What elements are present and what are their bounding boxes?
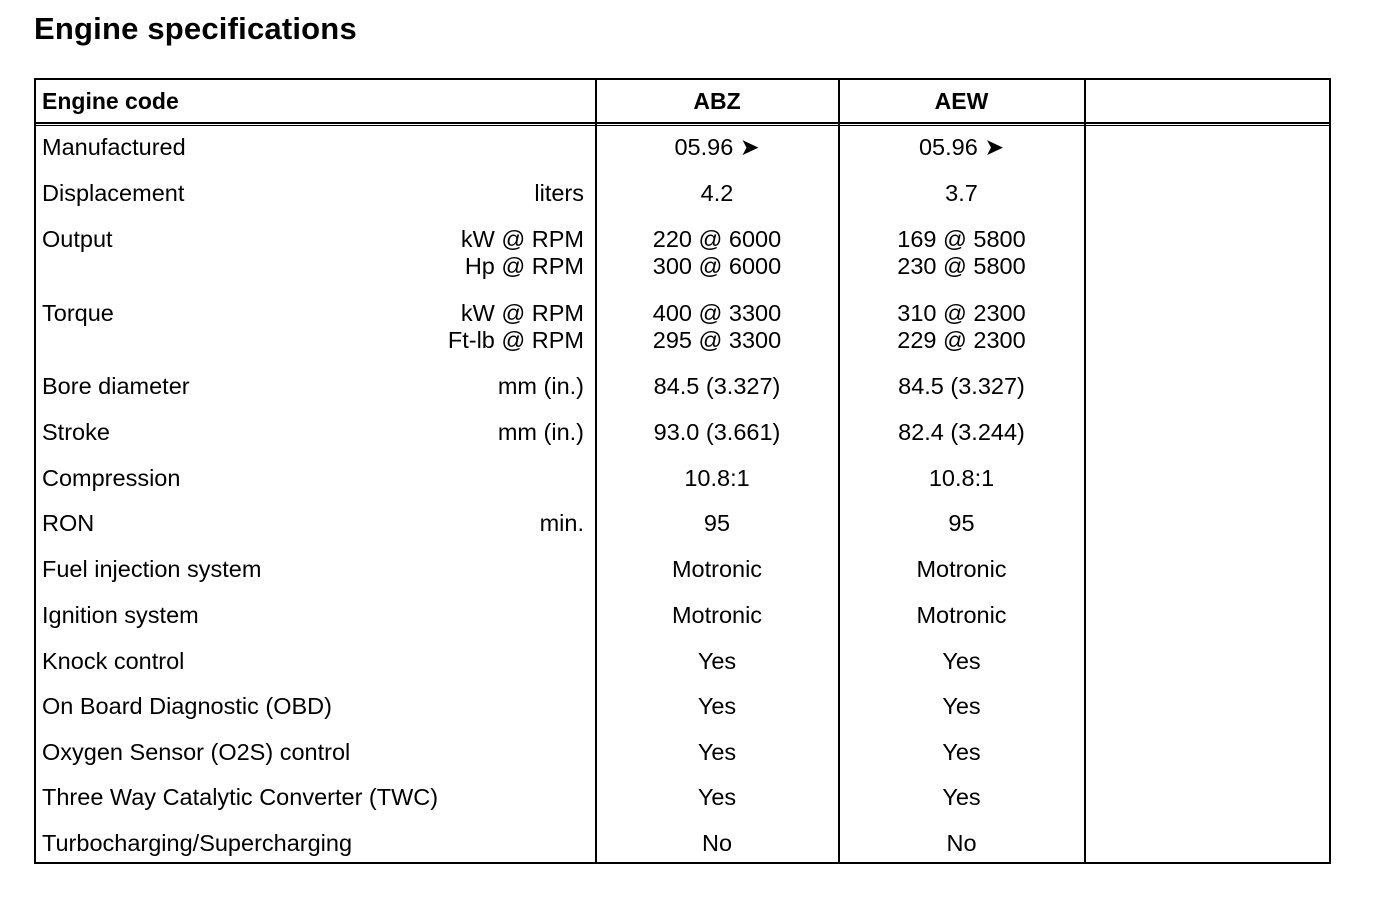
row-label: Turbocharging/Supercharging	[42, 830, 353, 856]
aew-value: 84.5 (3.327)	[898, 373, 1025, 399]
abz-value: 220 @ 6000 300 @ 6000	[652, 226, 782, 279]
aew-value: 310 @ 2300 229 @ 2300	[897, 300, 1026, 353]
aew-value: 95	[948, 510, 975, 536]
row-label: Manufactured	[42, 134, 186, 160]
row-label: Knock control	[42, 648, 185, 674]
aew-value: Yes	[942, 739, 981, 765]
aew-value: 169 @ 5800 230 @ 5800	[897, 226, 1026, 279]
row-label: Output	[42, 226, 113, 252]
abz-value: 84.5 (3.327)	[653, 373, 781, 399]
row-label: Fuel injection system	[42, 556, 262, 582]
aew-value: Motronic	[916, 602, 1007, 628]
abz-value: 93.0 (3.661)	[653, 419, 781, 445]
row-label: RON	[42, 510, 95, 536]
aew-value: Yes	[942, 693, 981, 719]
aew-value: 3.7	[945, 180, 978, 206]
header-rule	[36, 122, 1329, 126]
abz-value: Motronic	[671, 602, 763, 628]
row-unit: liters	[534, 180, 584, 206]
row-label: Ignition system	[42, 602, 199, 628]
abz-value: 10.8:1	[684, 465, 750, 491]
column-divider	[1084, 80, 1086, 862]
aew-value: 05.96 ➤	[918, 134, 1005, 160]
abz-value: Yes	[697, 739, 737, 765]
header-aew: AEW	[934, 88, 989, 114]
engine-spec-table	[34, 78, 1331, 864]
row-unit: kW @ RPM Ft-lb @ RPM	[447, 300, 584, 353]
header-abz: ABZ	[693, 88, 741, 114]
aew-value: Yes	[942, 784, 981, 810]
row-label: Displacement	[42, 180, 185, 206]
row-label: Stroke	[42, 419, 110, 445]
header-empty-column	[1086, 80, 1329, 122]
header-engine-code: Engine code	[42, 88, 179, 114]
abz-value: Yes	[697, 784, 737, 810]
row-label: Bore diameter	[42, 373, 190, 399]
abz-value: No	[701, 830, 733, 856]
abz-value: 400 @ 3300 295 @ 3300	[652, 300, 782, 353]
abz-value: Yes	[697, 648, 737, 674]
row-unit: mm (in.)	[497, 373, 584, 399]
row-unit: mm (in.)	[497, 419, 584, 445]
row-label: Three Way Catalytic Converter (TWC)	[42, 784, 439, 810]
row-label: Compression	[42, 465, 181, 491]
row-unit: min.	[539, 510, 584, 536]
abz-value: 4.2	[700, 180, 734, 206]
row-label: Oxygen Sensor (O2S) control	[42, 739, 351, 765]
page-title: Engine specifications	[34, 11, 357, 46]
row-label: Torque	[42, 300, 114, 326]
abz-value: 05.96 ➤	[674, 134, 760, 160]
aew-value: 10.8:1	[928, 465, 995, 491]
row-label: On Board Diagnostic (OBD)	[42, 693, 332, 719]
aew-value: Yes	[942, 648, 981, 674]
abz-value: 95	[703, 510, 731, 536]
aew-value: 82.4 (3.244)	[898, 419, 1025, 445]
aew-value: No	[946, 830, 977, 856]
aew-value: Motronic	[916, 556, 1007, 582]
abz-value: Motronic	[671, 556, 763, 582]
abz-value: Yes	[697, 693, 737, 719]
row-unit: kW @ RPM Hp @ RPM	[460, 226, 584, 279]
